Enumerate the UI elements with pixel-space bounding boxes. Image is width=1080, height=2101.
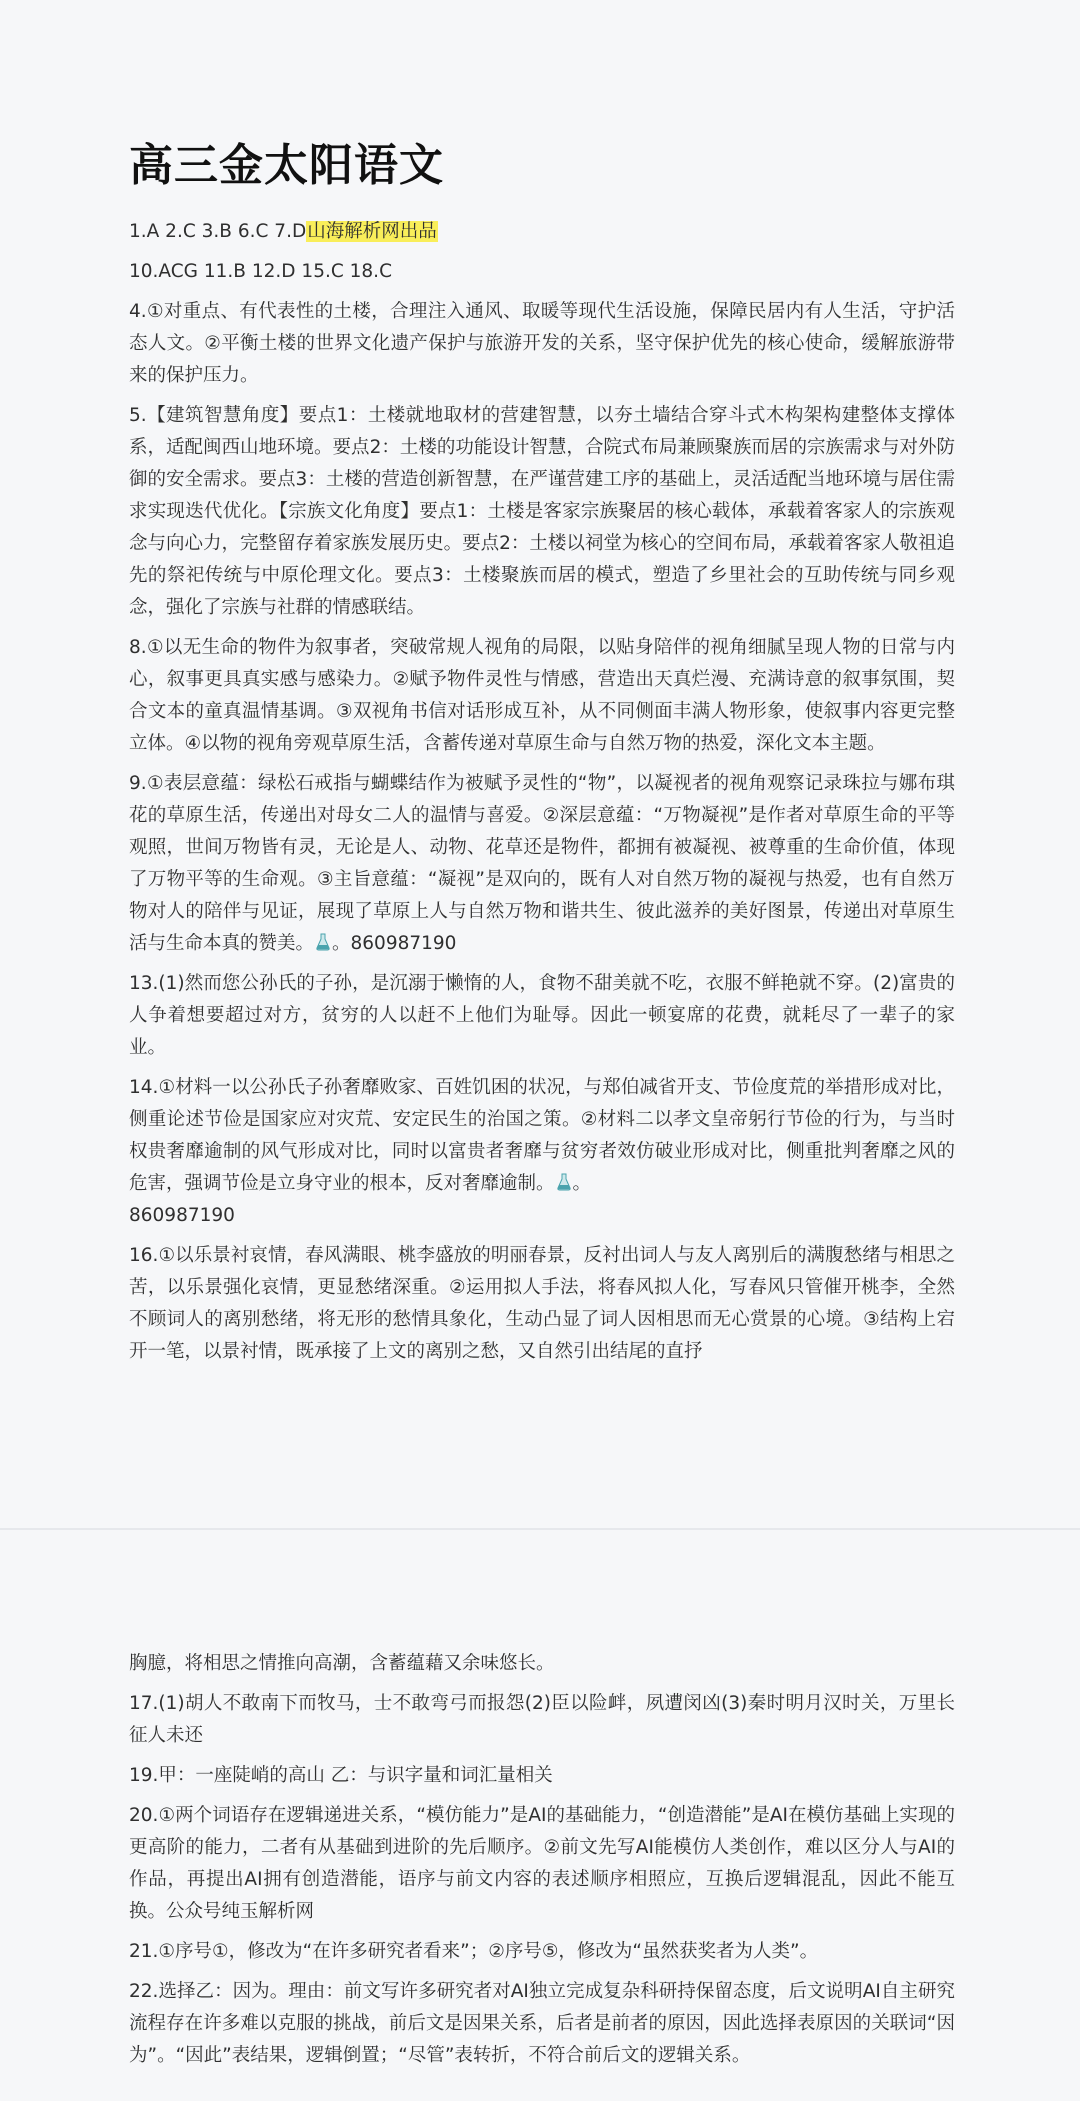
answer-line-1 [129,216,955,248]
answer-q9-text: 9.①表层意蕴：绿松石戒指与蝴蝶结作为被赋予灵性的“物”，以凝视者的视角观察记录珠拉与娜布琪花的草原生活，传递出对母女二人的温情与喜爱。②深层意蕴：“万物凝视”是作者对草原生命的平等观照，世间万物皆有灵，无论是人、动物、花草还是物件，都拥有被凝视、被尊重的生命价值，体现了万物平等的生命观。③主旨意蕴：“凝视”是双向的，既有人对自然万物的凝视与热爱，也有自然万物对人的陪伴与见证，展现了草原上人与自然万物和谐共生、彼此滋养的美好图景，传递出对草原生活与生命本真的赞美。 [129,773,955,954]
highlighted-source-note: 山海解析网出品 [307,221,437,242]
answer-q16-part2: 胸臆，将相思之情推向高潮，含蓄蕴藉又余味悠长。 [129,1653,555,1674]
answer-q14-number: 860987190 [129,1205,235,1226]
answer-q19: 19.甲：一座陡峭的高山 乙：与识字量和词汇量相关 [129,1765,553,1786]
page-2-content [129,1648,955,2080]
answer-q22: 22.选择乙：因为。理由：前文写许多研究者对AI独立完成复杂科研持保留态度，后文说明AI自主研究流程存在许多难以克服的挑战，前后文是因果关系，后者是前者的原因，因此选择表原因的关联词“因为”。“因此”表结果，逻辑倒置；“尽管”表转折，不符合前后文的逻辑关系。 [129,1981,955,2066]
answer-q14 [129,1072,955,1232]
answer-line-1-text: 1.A 2.C 3.B 6.C 7.D [129,221,307,242]
answer-q4: 4.①对重点、有代表性的土楼，合理注入通风、取暖等现代生活设施，保障民居内有人生活，守护活态人文。②平衡土楼的世界文化遗产保护与旅游开发的关系，坚守保护优先的核心使命，缓解旅游带来的保护压力。 [129,301,955,386]
answer-q14-tail: 。 [572,1173,592,1194]
answer-q16-part1: 16.①以乐景衬哀情，春风满眼、桃李盛放的明丽春景，反衬出词人与友人离别后的满腹愁绪与相思之苦，以乐景强化哀情，更显愁绪深重。②运用拟人手法，将春风拟人化，写春风只管催开桃李，全然不顾词人的离别愁绪，将无形的愁情具象化，生动凸显了词人因相思而无心赏景的心境。③结构上宕开一笔，以景衬情，既承接了上文的离别之愁，又自然引出结尾的直抒 [129,1245,955,1362]
answer-q9-tail: 。860987190 [332,933,457,954]
flask-icon [316,933,330,951]
answer-line-2: 10.ACG 11.B 12.D 15.C 18.C [129,261,392,282]
document-page-2 [0,1530,1080,2101]
answer-q13: 13.(1)然而您公孙氏的子孙，是沉溺于懒惰的人，食物不甜美就不吃，衣服不鲜艳就不穿。(2)富贵的人争着想要超过对方，贫穷的人以赶不上他们为耻辱。因此一顿宴席的花费，就耗尽了一辈子的家业。 [129,973,955,1058]
answer-q17: 17.(1)胡人不敢南下而牧马，士不敢弯弓而报怨(2)臣以险衅，夙遭闵凶(3)秦时明月汉时关，万里长征人未还 [129,1693,955,1746]
answer-q14-text: 14.①材料一以公孙氏子孙奢靡败家、百姓饥困的状况，与郑伯减省开支、节俭度荒的举措形成对比，侧重论述节俭是国家应对灾荒、安定民生的治国之策。②材料二以孝文皇帝躬行节俭的行为，与当时权贵奢靡逾制的风气形成对比，同时以富贵者奢靡与贫穷者效仿破业形成对比，侧重批判奢靡之风的危害，强调节俭是立身守业的根本，反对奢靡逾制。 [129,1077,955,1194]
answer-q21: 21.①序号①，修改为“在许多研究者看来”；②序号⑤，修改为“虽然获奖者为人类”。 [129,1941,819,1962]
document-title: 高三金太阳语文 [129,140,444,191]
answer-q5: 5.【建筑智慧角度】要点1：土楼就地取材的营建智慧，以夯土墙结合穿斗式木构架构建整体支撑体系，适配闽西山地环境。要点2：土楼的功能设计智慧，合院式布局兼顾聚族而居的宗族需求与对外防御的安全需求。要点3：土楼的营造创新智慧，在严谨营建工序的基础上，灵活适配当地环境与居住需求实现迭代优化。【宗族文化角度】要点1：土楼是客家宗族聚居的核心载体，承载着客家人的宗族观念与向心力，完整留存着家族发展历史。要点2：土楼以祠堂为核心的空间布局，承载着客家人敬祖追先的祭祀传统与中原伦理文化。要点3：土楼聚族而居的模式，塑造了乡里社会的互助传统与同乡观念，强化了宗族与社群的情感联结。 [129,405,955,618]
flask-icon [557,1173,571,1191]
answer-q20: 20.①两个词语存在逻辑递进关系，“模仿能力”是AI的基础能力，“创造潜能”是AI在模仿基础上实现的更高阶的能力，二者有从基础到进阶的先后顺序。②前文先写AI能模仿人类创作，难以区分人与AI的作品，再提出AI拥有创造潜能，语序与前文内容的表述顺序相照应，互换后逻辑混乱，因此不能互换。公众号纯玉解析网 [129,1805,955,1922]
answer-q9 [129,768,955,960]
page-1-content [129,138,955,1376]
answer-q8: 8.①以无生命的物件为叙事者，突破常规人视角的局限，以贴身陪伴的视角细腻呈现人物的日常与内心，叙事更具真实感与感染力。②赋予物件灵性与情感，营造出天真烂漫、充满诗意的叙事氛围，契合文本的童真温情基调。③双视角书信对话形成互补，从不同侧面丰满人物形象，使叙事内容更完整立体。④以物的视角旁观草原生活，含蓄传递对草原生命与自然万物的热爱，深化文本主题。 [129,637,955,754]
